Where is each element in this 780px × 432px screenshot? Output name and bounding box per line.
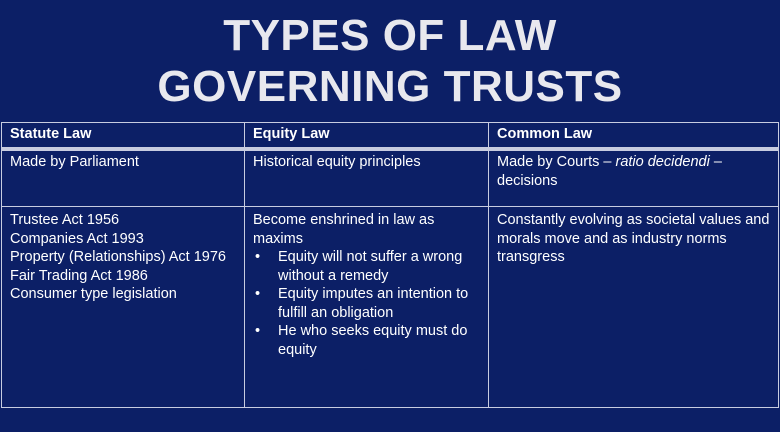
equity-intro: Become enshrined in law as maxims: [253, 212, 435, 247]
statute-example: Consumer type legislation: [10, 286, 177, 303]
table-row: [2, 207, 779, 408]
bottom-divider: [0, 408, 780, 409]
list-item: • He who seeks equity must do equity: [253, 322, 480, 359]
maxims-list: [253, 248, 480, 359]
cell-common-description: [489, 207, 779, 408]
cell-statute-examples: [2, 207, 245, 408]
statute-example: Companies Act 1993: [10, 230, 144, 247]
common-origin-prefix: Made by Courts –: [497, 154, 616, 171]
equity-origin-text: Historical equity principles: [253, 154, 421, 171]
common-origin-suffix: – decisions: [497, 154, 722, 189]
list-item: • Equity imputes an intention to fulfill an obligation: [253, 285, 480, 322]
common-origin-italic: ratio decidendi: [615, 154, 710, 171]
statute-example: Trustee Act 1956: [10, 212, 120, 229]
cell-equity-maxims: [245, 207, 489, 408]
law-types-table: [1, 122, 779, 408]
title-line-2: GOVERNING TRUSTS: [157, 62, 623, 111]
header-equity-law: Equity Law: [245, 123, 489, 150]
title-line-1: TYPES OF LAW: [223, 11, 557, 60]
cell-statute-origin: [2, 149, 245, 207]
list-item: • Equity will not suffer a wrong without a remedy: [253, 248, 480, 285]
common-description-text: Constantly evolving as societal values and morals move and as industry norms transgress: [497, 212, 770, 266]
header-row: [2, 123, 779, 150]
table-row: [2, 149, 779, 207]
cell-equity-origin: [245, 149, 489, 207]
slide-title: [0, 10, 780, 112]
statute-origin-text: Made by Parliament: [10, 154, 139, 171]
statute-example: Fair Trading Act 1986: [10, 267, 148, 284]
header-common-law: Common Law: [489, 123, 779, 150]
statute-example: Property (Relationships) Act 1976: [10, 249, 226, 266]
header-statute-law: Statute Law: [2, 123, 245, 150]
cell-common-origin: [489, 149, 779, 207]
